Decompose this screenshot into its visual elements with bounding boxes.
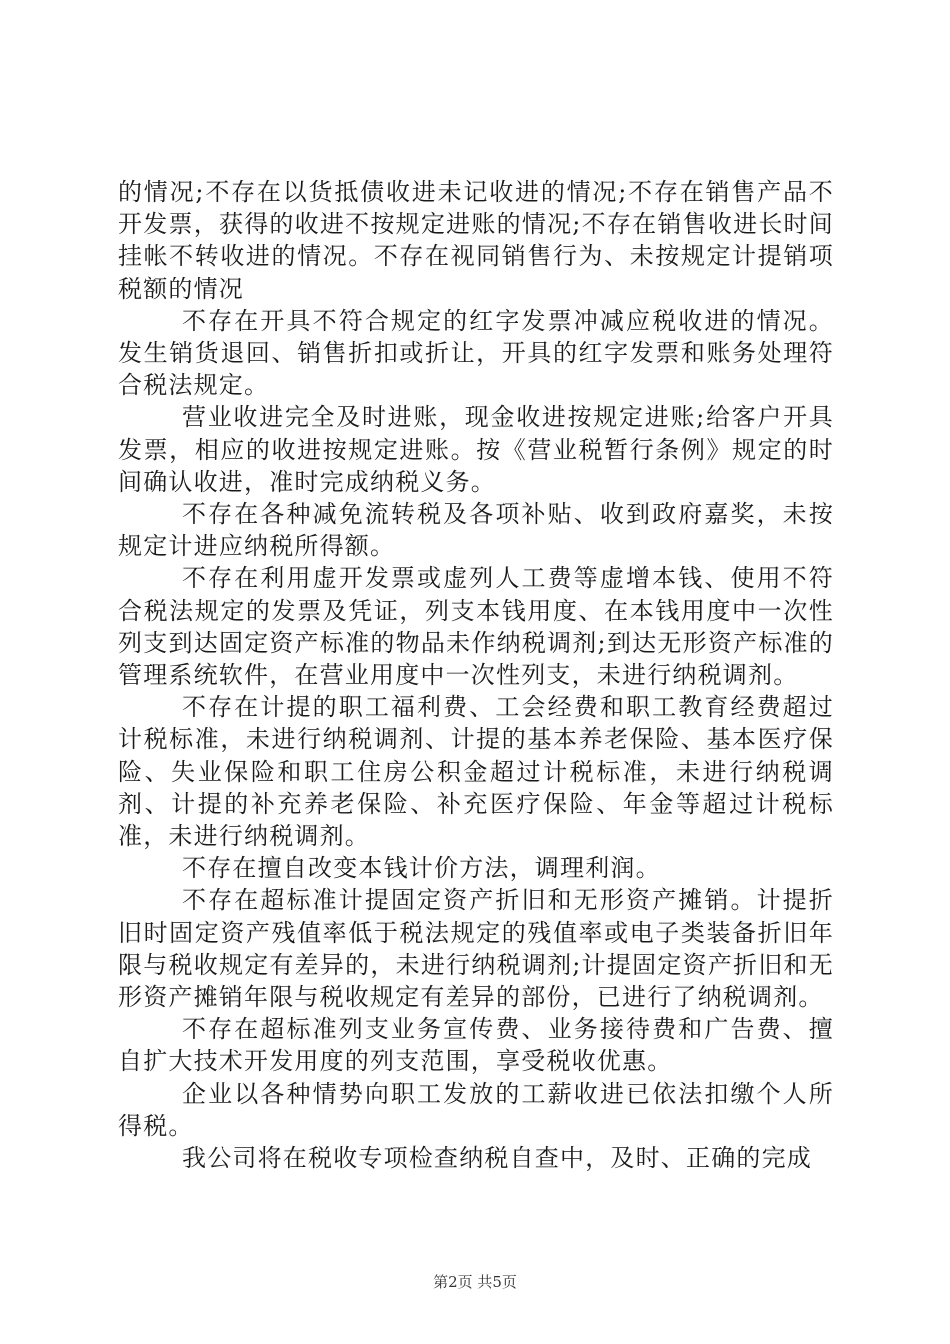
paragraph-income-tax: 企业以各种情势向职工发放的工薪收进已依法扣缴个人所得税。 xyxy=(118,1079,834,1140)
paragraph-false-invoice: 不存在利用虚开发票或虚列人工费等虚增本钱、使用不符合税法规定的发票及凭证，列支本钱用度、在本钱用度中一次性列支到达固定资产标准的物品未作纳税调剂;到达无形资产标准的管理系统软件，在营业用度中一次性列支，未进行纳税调剂。 xyxy=(118,564,834,690)
paragraph-tax-relief: 不存在各种减免流转税及各项补贴、收到政府嘉奖，未按规定计进应纳税所得额。 xyxy=(118,500,834,561)
paragraph-business-income: 营业收进完全及时进账，现金收进按规定进账;给客户开具发票，相应的收进按规定进账。按《营业税暂行条例》规定的时间确认收进，准时完成纳税义务。 xyxy=(118,403,834,496)
paragraph-conclusion: 我公司将在税收专项检查纳税自查中，及时、正确的完成 xyxy=(182,1144,812,1173)
paragraph-cost-method: 不存在擅自改变本钱计价方法，调理利润。 xyxy=(182,854,661,883)
paragraph-welfare-fees: 不存在计提的职工福利费、工会经费和职工教育经费超过计税标准，未进行纳税调剂、计提的基本养老保险、基本医疗保险、失业保险和职工住房公积金超过计税标准，未进行纳税调剂、计提的补充养老保险、补充医疗保险、年金等超过计税标准，未进行纳税调剂。 xyxy=(118,693,834,851)
paragraph-continuation: 的情况;不存在以货抵债收进未记收进的情况;不存在销售产品不开发票，获得的收进不按规定进账的情况;不存在销售收进长时间挂帐不转收进的情况。不存在视同销售行为、未按规定计提销项税额的情况 xyxy=(118,178,834,303)
paragraph-advertising: 不存在超标准列支业务宣传费、业务接待费和广告费、擅自扩大技术开发用度的列支范围，享受税收优惠。 xyxy=(118,1015,834,1076)
paragraph-red-invoice: 不存在开具不符合规定的红字发票冲减应税收进的情况。发生销货退回、销售折扣或折让，开具的红字发票和账务处理符合税法规定。 xyxy=(118,306,834,400)
document-body xyxy=(118,176,834,1174)
paragraph-depreciation: 不存在超标准计提固定资产折旧和无形资产摊销。计提折旧时固定资产残值率低于税法规定的残值率或电子类装备折旧年限与税收规定有差异的，未进行纳税调剂;计提固定资产折旧和无形资产摊销年限与税收规定有差异的部份，已进行了纳税调剂。 xyxy=(118,886,834,1012)
page-number-footer: 第2页 共5页 xyxy=(433,1273,517,1291)
